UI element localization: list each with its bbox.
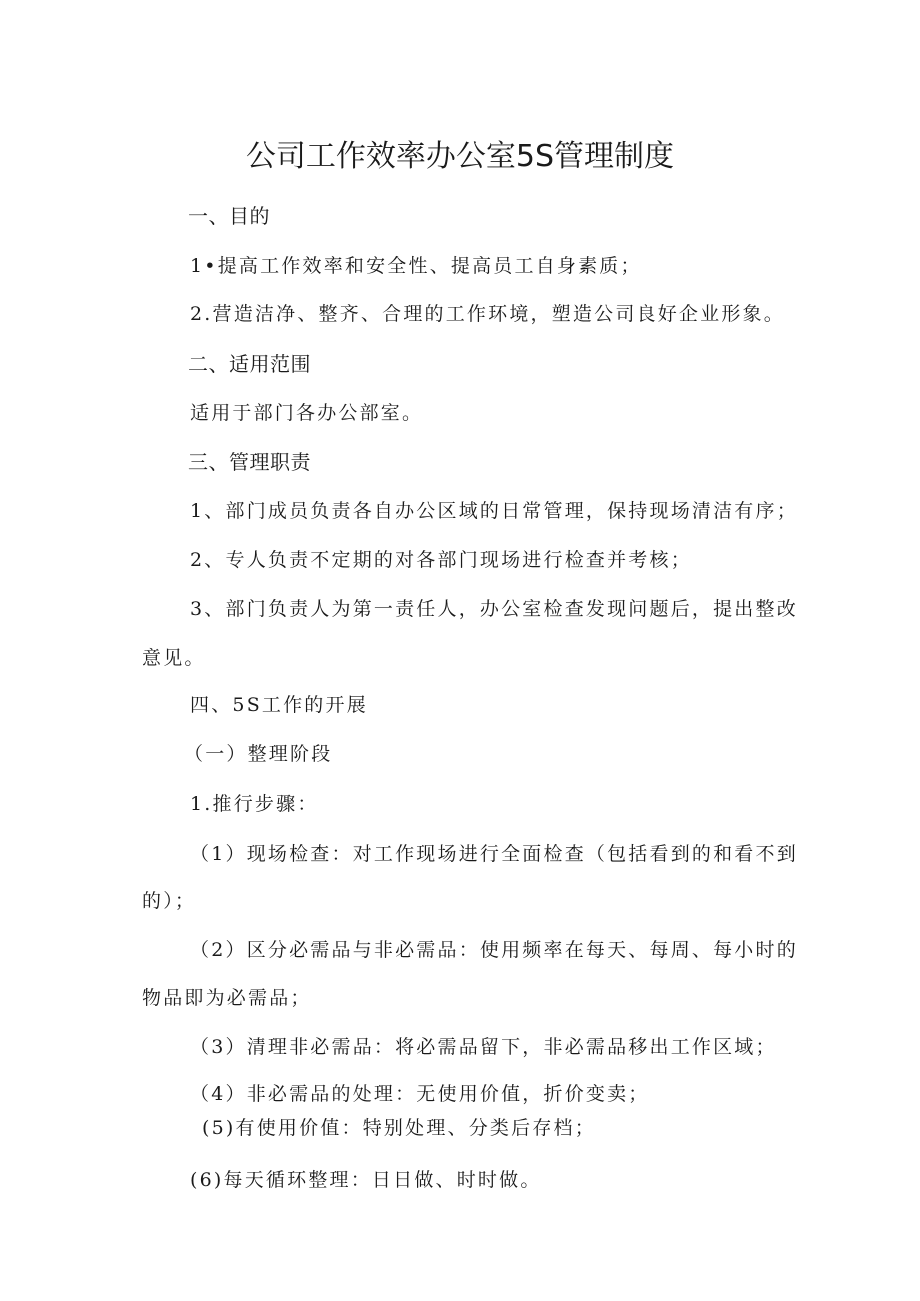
paragraph-line: 2、专人负责不定期的对各部门现场进行检查并考核； [190, 549, 692, 571]
paragraph-line: 意见。 [142, 647, 206, 669]
paragraph-line: 2.营造洁净、整齐、合理的工作环境，塑造公司良好企业形象。 [190, 303, 785, 325]
section-heading-responsibilities: 三、管理职责 [188, 450, 311, 474]
section-heading-5s: 四、5S工作的开展 [190, 694, 368, 716]
paragraph-line: 1•提高工作效率和安全性、提高员工自身素质； [190, 255, 642, 277]
paragraph-line: 1、部门成员负责各自办公区域的日常管理，保持现场清洁有序； [190, 500, 798, 522]
subsection-heading: （一）整理阶段 [184, 743, 333, 765]
paragraph-line: 1.推行步骤： [190, 793, 319, 815]
paragraph-line: 的）； [142, 890, 197, 912]
paragraph-line: （3）清理非必需品：将必需品留下，非必需品移出工作区域； [190, 1036, 777, 1058]
section-heading-purpose: 一、目的 [188, 204, 270, 228]
paragraph-line: （2）区分必需品与非必需品：使用频率在每天、每周、每小时的 [190, 939, 798, 961]
section-heading-scope: 二、适用范围 [188, 352, 311, 376]
paragraph-line: （4）非必需品的处理：无使用价值，折价变卖； [190, 1083, 650, 1105]
document-title: 公司工作效率办公室5S管理制度 [245, 139, 675, 174]
paragraph-line: （1）现场检查：对工作现场进行全面检查（包括看到的和看不到 [190, 843, 798, 865]
paragraph-line: 3、部门负责人为第一责任人，办公室检查发现问题后，提出整改 [190, 598, 798, 620]
paragraph-line: 适用于部门各办公部室。 [190, 402, 424, 424]
paragraph-line: 物品即为必需品； [142, 987, 312, 1009]
paragraph-line: (6)每天循环整理：日日做、时时做。 [190, 1169, 542, 1191]
paragraph-line: (5)有使用价值：特别处理、分类后存档； [202, 1117, 596, 1139]
